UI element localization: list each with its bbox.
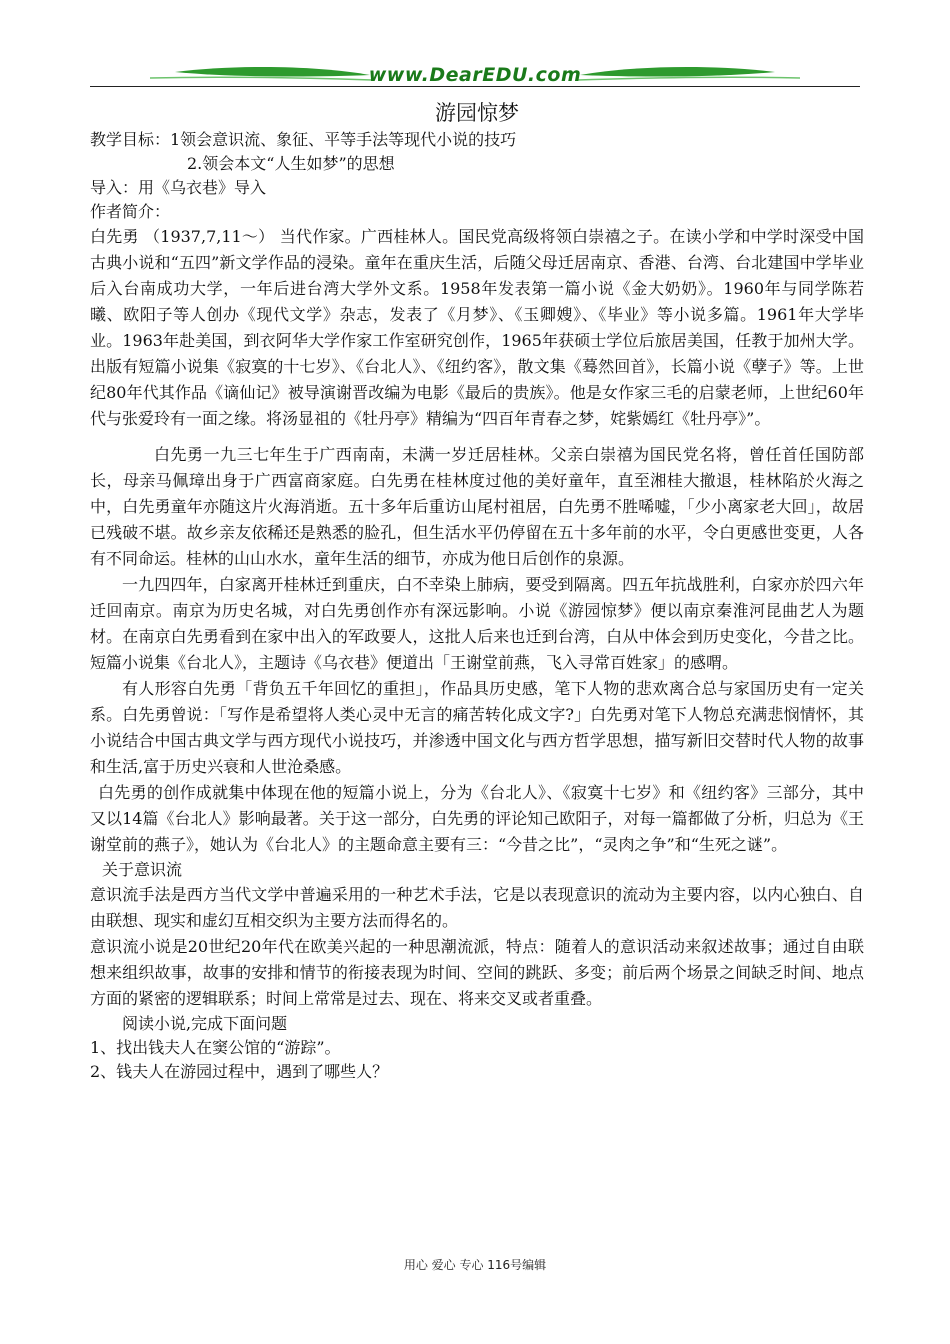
paragraph-history: 有人形容白先勇「背负五千年回忆的重担」，作品具历史感，笔下人物的悲欢离合总与家国历史有一定关系。白先勇曾说：「写作是希望将人类心灵中无言的痛苦转化成文字?」白先勇对笔下人物总充满悲悯情怀，其小说结合中国古典文学与西方现代小说技巧，并渗透中国文化与西方哲学思想，描写新旧交替时代人物的故事和生活,富于历史兴衰和人世沧桑感。 <box>90 679 864 776</box>
paragraph-works: 白先勇的创作成就集中体现在他的短篇小说上，分为《台北人》、《寂寞十七岁》和《纽约客》三部分，其中又以14篇《台北人》影响最著。关于这一部分，白先勇的评论知己欧阳子，对每一篇都做了分析，归总为《王谢堂前的燕子》，她认为《台北人》的主题命意主要有三：“今昔之比”，“灵肉之争”和“生死之谜”。 <box>90 783 864 854</box>
paragraph-childhood: 白先勇一九三七年生于广西南南，未满一岁迁居桂林。父亲白崇禧为国民党名将，曾任首任国防部长，母亲马佩璋出身于广西富商家庭。白先勇在桂林度过他的美好童年，直至湘桂大撤退，桂林陷於火海之中，白先勇童年亦随这片火海消逝。五十多年后重访山尾村祖居，白先勇不胜唏嘘，「少小离家老大回」，故居已残破不堪。故乡亲友依稀还是熟悉的脸孔，但生活水平仍停留在五十多年前的水平，令白更感世变更，人各有不同命运。桂林的山山水水，童年生活的细节，亦成为他日后创作的泉源。 <box>90 445 864 568</box>
stream-paragraph-2: 意识流小说是20世纪20年代在欧美兴起的一种思潮流派，特点：随着人的意识活动来叙述故事；通过自由联想来组织故事，故事的安排和情节的衔接表现为时间、空间的跳跃、多变；前后两个场景之间缺乏时间、地点方面的紧密的逻辑联系；时间上常常是过去、现在、将来交叉或者重叠。 <box>90 937 864 1008</box>
teaching-goal-1: 教学目标：1领会意识流、象征、平等手法等现代小说的技巧 <box>90 130 517 149</box>
question-1: 1、找出钱夫人在窦公馆的“游踪”。 <box>90 1038 341 1057</box>
document-body <box>90 98 864 1084</box>
document-title: 游园惊梦 <box>435 101 519 125</box>
paragraph-nanjing: 一九四四年，白家离开桂林迁到重庆，白不幸染上肺病，要受到隔离。四五年抗战胜利，白家亦於四六年迁回南京。南京为历史名城，对白先勇创作亦有深远影响。小说《游园惊梦》便以南京秦淮河昆曲艺人为题材。在南京白先勇看到在家中出入的军政要人，这批人后来也迁到台湾，白从中体会到历史变化，今昔之比。短篇小说集《台北人》，主题诗《乌衣巷》便道出「王谢堂前燕，飞入寻常百姓家」的感喟。 <box>90 575 864 672</box>
task-heading: 阅读小说,完成下面问题 <box>122 1014 288 1033</box>
author-paragraph: 白先勇 （1937,7,11～） 当代作家。广西桂林人。国民党高级将领白崇禧之子。在读小学和中学时深受中国古典小说和“五四”新文学作品的浸染。童年在重庆生活，后随父母迁居南京、香港、台湾、台北建国中学毕业后入台南成功大学，一年后进台湾大学外文系。1958年发表第一篇小说《金大奶奶》。1960年与同学陈若曦、欧阳子等人创办《现代文学》杂志，发表了《月梦》、《玉卿嫂》、《毕业》等小说多篇。1961年大学毕业。1963年赴美国，到衣阿华大学作家工作室研究创作，1965年获硕士学位后旅居美国，任教于加州大学。出版有短篇小说集《寂寞的十七岁》、《台北人》、《纽约客》，散文集《蓦然回首》，长篇小说《孽子》等。上世纪80年代其作品《谪仙记》被导演谢晋改编为电影《最后的贵族》。他是女作家三毛的启蒙老师，上世纪60年代与张爱玲有一面之缘。将汤显祖的《牡丹亭》精编为“四百年青春之梦，姹紫嫣红《牡丹亭》”。 <box>90 227 864 428</box>
lesson-intro: 导入：用《乌衣巷》导入 <box>90 178 267 197</box>
teaching-goal-2: 2.领会本文“人生如梦”的思想 <box>187 154 395 173</box>
question-2: 2、钱夫人在游园过程中，遇到了哪些人？ <box>90 1062 389 1081</box>
header-divider <box>90 86 860 87</box>
site-url[interactable]: www.DearEDU.com <box>368 64 582 86</box>
page-footer: 用心 爱心 专心 116号编辑 <box>403 1258 547 1272</box>
stream-heading: 关于意识流 <box>102 860 183 879</box>
author-heading: 作者简介： <box>90 202 171 221</box>
site-header-banner <box>90 58 860 94</box>
stream-paragraph-1: 意识流手法是西方当代文学中普遍采用的一种艺术手法，它是以表现意识的流动为主要内容，以内心独白、自由联想、现实和虚幻互相交织为主要方法而得名的。 <box>90 885 864 930</box>
